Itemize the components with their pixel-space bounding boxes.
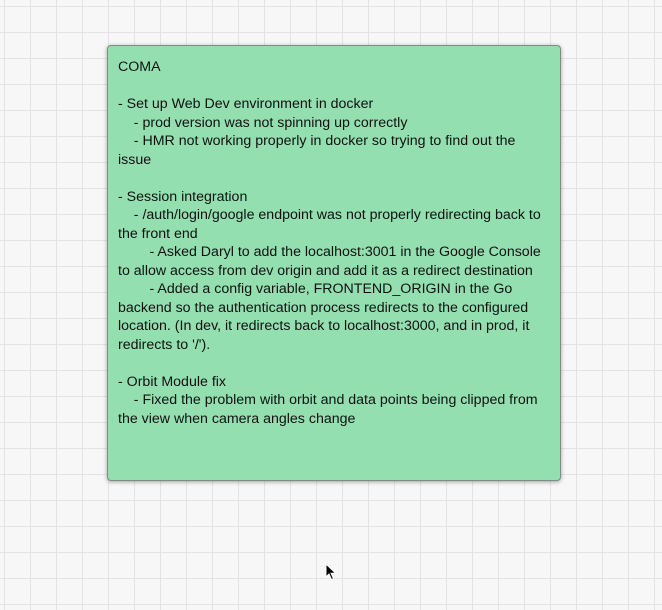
note-line: - Asked Daryl to add the localhost:3001 in the Google Console to allow access from dev origin and add it as a redirect destination — [118, 244, 545, 279]
note-line: - prod version was not spinning up correctly — [118, 114, 408, 131]
note-title: COMA — [118, 59, 161, 75]
note-line: - Fixed the problem with orbit and data points being clipped from the view when camera angles change — [118, 392, 542, 427]
sticky-note[interactable] — [107, 45, 561, 481]
note-line: - HMR not working properly in docker so trying to find out the issue — [118, 133, 520, 168]
note-line: - Session integration — [118, 188, 248, 205]
note-line-blank — [118, 77, 550, 96]
note-line: - Set up Web Dev environment in docker — [118, 96, 374, 112]
note-line: - /auth/login/google endpoint was not properly redirecting back to the front end — [118, 207, 545, 242]
note-line: - Orbit Module fix — [118, 373, 227, 390]
note-line: - Added a config variable, FRONTEND_ORIGIN in the Go backend so the authentication process redirects to the configured location. (In dev, it redirects back to localhost:3000, and in prod, it redirects to '/'). — [118, 281, 534, 353]
note-line-blank — [118, 169, 550, 188]
arrow-cursor-icon — [325, 563, 337, 581]
note-line-blank — [118, 354, 550, 373]
